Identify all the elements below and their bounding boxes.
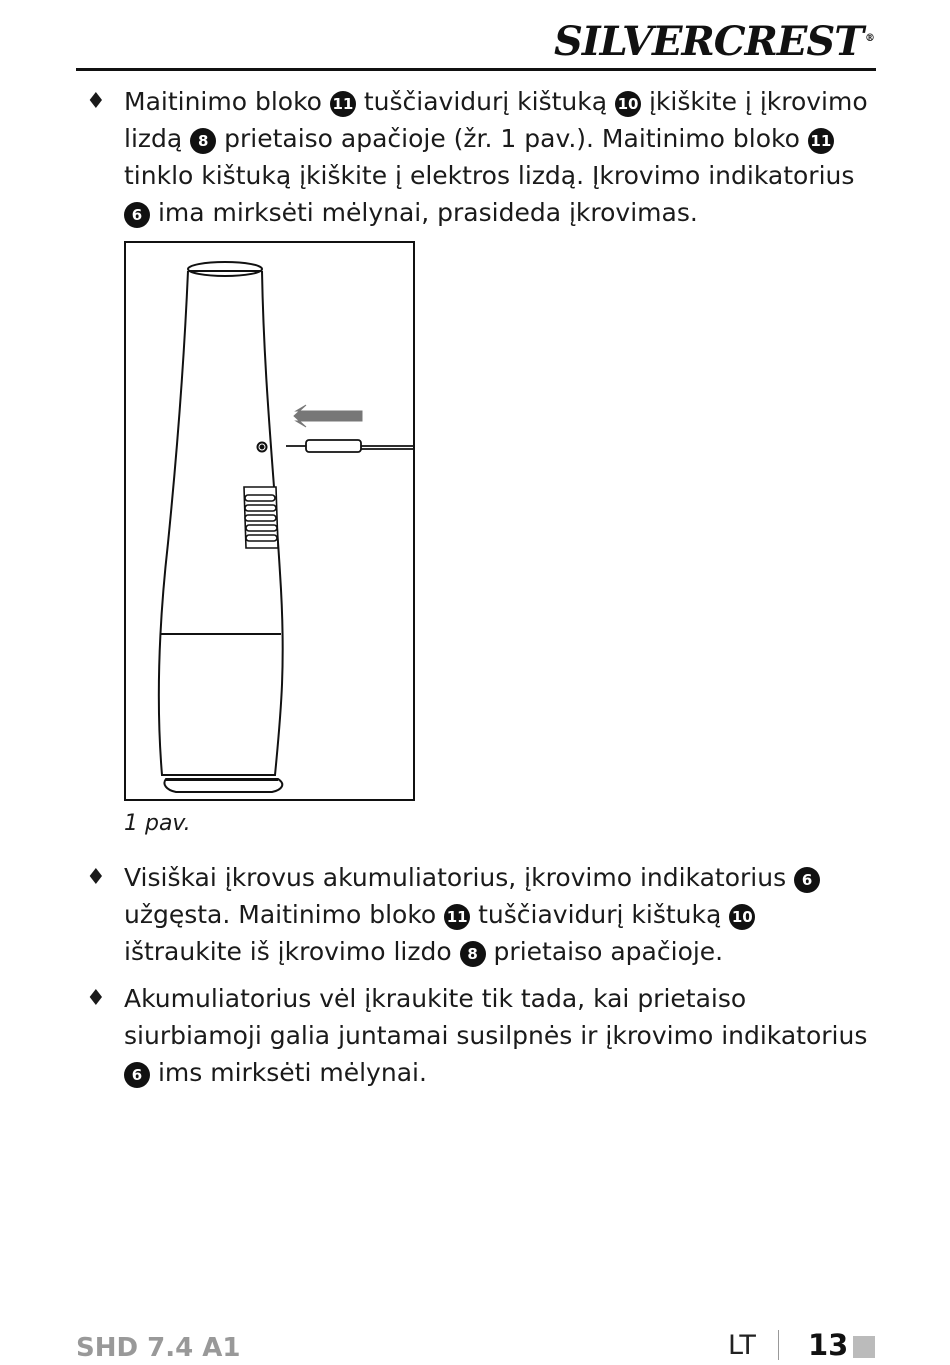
brand-logo <box>554 18 874 65</box>
bullet-diamond-icon: ♦ <box>86 986 106 1011</box>
text-segment: prietaiso apačioje. <box>485 937 724 966</box>
text-segment: Maitinimo bloko <box>124 87 330 116</box>
text-segment: tuščiavidurį kištuką <box>355 87 616 116</box>
bullet-diamond-icon: ♦ <box>86 89 106 114</box>
ref-number-badge: 11 <box>330 91 356 117</box>
power-plug <box>286 440 413 452</box>
text-segment: Visiškai įkrovus akumuliatorius, įkrovimo indikatorius <box>124 863 795 892</box>
vacuum-charging-illustration <box>126 243 413 799</box>
text-segment: tuščiavidurį kištuką <box>470 900 730 929</box>
ref-number-badge: 10 <box>615 91 641 117</box>
ref-number-badge: 11 <box>808 128 834 154</box>
text-segment: tinklo kištuką įkiškite į elektros lizdą. Įkrovimo indikatorius <box>124 161 855 190</box>
text-segment: ims mirksėti mėlynai. <box>150 1058 427 1087</box>
instruction-text-1 <box>124 83 876 231</box>
page-number: 13 <box>808 1328 849 1362</box>
instruction-item-2 <box>76 859 876 970</box>
text-segment: ima mirksėti mėlynai, prasideda įkrovimas. <box>150 198 698 227</box>
bullet-diamond-icon: ♦ <box>86 865 106 890</box>
footer-separator <box>778 1330 779 1360</box>
ref-number-badge: 6 <box>124 1062 150 1088</box>
text-segment: ištraukite iš įkrovimo lizdo <box>124 937 460 966</box>
insert-arrow-icon <box>294 405 362 427</box>
header-rule <box>76 68 876 71</box>
footer-language-code: LT <box>728 1330 756 1361</box>
ref-number-badge: 8 <box>190 128 216 154</box>
instruction-text-3 <box>124 980 876 1091</box>
vacuum-top-cap <box>188 262 262 276</box>
text-segment: prietaiso apačioje (žr. 1 pav.). Maitinimo bloko <box>216 124 808 153</box>
ref-number-badge: 6 <box>124 202 150 228</box>
ref-number-badge: 10 <box>729 904 755 930</box>
footer-square-icon <box>853 1336 875 1358</box>
text-segment: Akumuliatorius vėl įkraukite tik tada, kai prietaiso siurbiamoji galia juntamai susilpnės ir įkrovimo indikatorius <box>124 984 868 1050</box>
instruction-item-3 <box>76 980 876 1091</box>
text-segment: užgęsta. Maitinimo bloko <box>124 900 445 929</box>
instruction-item-1 <box>76 83 876 231</box>
text-segment: įkiškite į įkrovimo lizdą <box>124 87 868 153</box>
ref-number-badge: 6 <box>794 867 820 893</box>
ref-number-badge: 11 <box>444 904 470 930</box>
ref-number-badge: 8 <box>460 941 486 967</box>
air-vent-grille <box>244 487 278 548</box>
registered-mark: ® <box>865 32 874 44</box>
footer-model-number: SHD 7.4 A1 <box>76 1333 241 1363</box>
figure-1 <box>124 241 415 801</box>
brand-name: SILVERCREST <box>554 18 863 65</box>
instruction-text-2 <box>124 859 876 970</box>
figure-caption: 1 pav. <box>124 811 191 836</box>
